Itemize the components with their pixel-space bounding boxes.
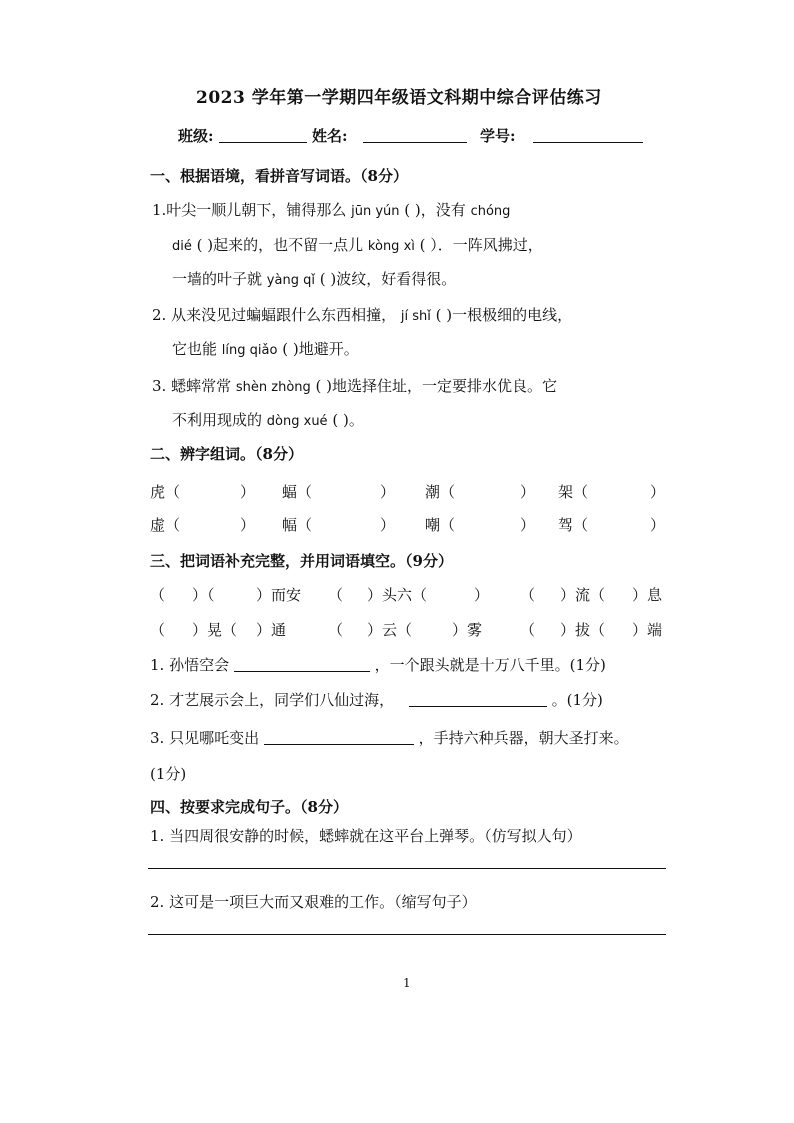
id-field[interactable] [533, 126, 643, 143]
pinyin-chong: chóng [470, 204, 511, 219]
name-label: 姓名: [312, 127, 348, 145]
page-title: 2023 学年第一学期四年级语文科期中综合评估练习 [196, 88, 602, 108]
pinyin-kong-xi: kòng xì [367, 239, 415, 254]
section-1-heading: 一、根据语境，看拼音写词语。（8分） [150, 167, 408, 185]
pinyin-ling-qiao: líng qiǎo [221, 343, 278, 358]
idiom-blank[interactable]: （ [328, 586, 344, 604]
idiom-blank[interactable]: （ [328, 621, 344, 639]
char-cell: 幅（ [282, 516, 313, 534]
answer-blank[interactable]: ( )，没有 [404, 201, 466, 219]
idiom-text: ）雾 [452, 621, 483, 639]
page-number: 1 [403, 976, 411, 990]
student-info-row [178, 126, 643, 146]
char-cell: 架（ [558, 483, 589, 501]
idiom-blank[interactable]: ）（ [192, 586, 215, 604]
char-cell: 蝠（ [282, 483, 313, 501]
s1-q1-line1: 1.叶尖一顺儿朝下，铺得那么 jūn yún ( )，没有 chóng [152, 201, 511, 219]
answer-blank[interactable]: ） [240, 516, 256, 534]
s1-q2-line2: 它也能 líng qiǎo ( )地避开。 [172, 340, 359, 358]
idiom-blank[interactable]: （ [150, 586, 166, 604]
pinyin-dong-xue: dòng xué [266, 414, 328, 429]
class-field[interactable] [219, 126, 307, 143]
answer-blank[interactable]: ( )一根极细的电线， [435, 306, 573, 324]
idiom-text: ）拔（ [560, 621, 606, 639]
s1-q3-line2: 不利用现成的 dòng xué ( )。 [172, 411, 364, 429]
idiom-blank[interactable]: ） [474, 586, 490, 604]
section-4-heading: 四、按要求完成句子。（8分） [150, 798, 348, 816]
answer-blank[interactable]: ） [650, 483, 666, 501]
pinyin-jun-yun: jūn yún [351, 204, 400, 219]
answer-blank[interactable]: ( )。 [332, 411, 364, 429]
section-2-heading: 二、辨字组词。（8分） [150, 445, 303, 463]
answer-blank[interactable]: ） [650, 516, 666, 534]
s3-q3-score: (1分) [150, 765, 187, 783]
answer-line[interactable] [148, 934, 666, 935]
idiom-text: ）头六（ [367, 586, 428, 604]
class-label: 班级: [178, 127, 214, 145]
s3-q2: 2. 才艺展示会上，同学们八仙过海， 。(1分) [150, 691, 603, 709]
char-cell: 潮（ [425, 483, 456, 501]
idiom-text: ）云（ [367, 621, 413, 639]
answer-blank[interactable]: ） [520, 483, 536, 501]
fill-blank[interactable] [409, 690, 547, 707]
s1-q1-line2 [172, 235, 543, 257]
fill-blank[interactable] [264, 728, 414, 745]
pinyin-yang-qi: yàng qǐ [266, 273, 315, 288]
answer-blank[interactable]: ( )波纹，好看得很。 [319, 270, 457, 288]
idiom-text: ）而安 [256, 586, 302, 604]
section-3-heading: 三、把词语补充完整，并用词语填空。（9分） [150, 552, 453, 570]
answer-blank[interactable]: ( ）．一阵风拂过， [419, 236, 543, 254]
char-cell: 驾（ [558, 516, 589, 534]
char-cell: 嘲（ [425, 516, 456, 534]
pinyin-ji-shi: jí shǐ [400, 309, 431, 324]
answer-blank[interactable]: ） [240, 483, 256, 501]
pinyin-die: dié [172, 239, 192, 254]
answer-blank[interactable]: ( )地选择住址，一定要排水优良。它 [315, 377, 558, 395]
idiom-text: ）通 [256, 621, 287, 639]
answer-blank[interactable]: ( )地避开。 [282, 340, 359, 358]
s3-q3: 3. 只见哪吒变出 ，手持六种兵器，朝大圣打来。 [150, 729, 629, 747]
idiom-text: ）息 [632, 586, 663, 604]
pinyin-shen-zhong: shèn zhòng [235, 380, 311, 395]
s4-q1: 1. 当四周很安静的时候，蟋蟀就在这平台上弹琴。（仿写拟人句） [150, 827, 582, 845]
s3-q1: 1. 孙悟空会 ，一个跟头就是十万八千里。(1分) [150, 656, 606, 674]
idiom-blank[interactable]: （ [520, 586, 536, 604]
answer-blank[interactable]: ） [380, 483, 396, 501]
idiom-blank[interactable]: （ [520, 621, 536, 639]
answer-line[interactable] [148, 868, 666, 869]
name-field[interactable] [363, 126, 467, 143]
fill-blank[interactable] [234, 655, 370, 672]
s1-q1-line3: 一墙的叶子就 yàng qǐ ( )波纹，好看得很。 [172, 270, 457, 288]
idiom-text: ）流（ [560, 586, 606, 604]
answer-blank[interactable]: ） [380, 516, 396, 534]
s1-q3-line1: 3. 蟋蟀常常 shèn zhòng ( )地选择住址，一定要排水优良。它 [152, 377, 558, 395]
char-cell: 虎（ [150, 483, 181, 501]
idiom-text: ）端 [632, 621, 663, 639]
s1-q2-line1: 2. 从来没见过蝙蝠跟什么东西相撞， jí shǐ ( )一根极细的电线， [152, 306, 573, 324]
answer-blank[interactable]: ） [520, 516, 536, 534]
id-label: 学号: [480, 127, 516, 145]
char-cell: 虚（ [150, 516, 181, 534]
s4-q2: 2. 这可是一项巨大而又艰难的工作。（缩写句子） [150, 893, 477, 911]
answer-blank[interactable]: ( )起来的，也不留一点儿 [196, 236, 364, 254]
idiom-blank[interactable]: （ [150, 621, 166, 639]
idiom-text: ）晃（ [192, 621, 238, 639]
